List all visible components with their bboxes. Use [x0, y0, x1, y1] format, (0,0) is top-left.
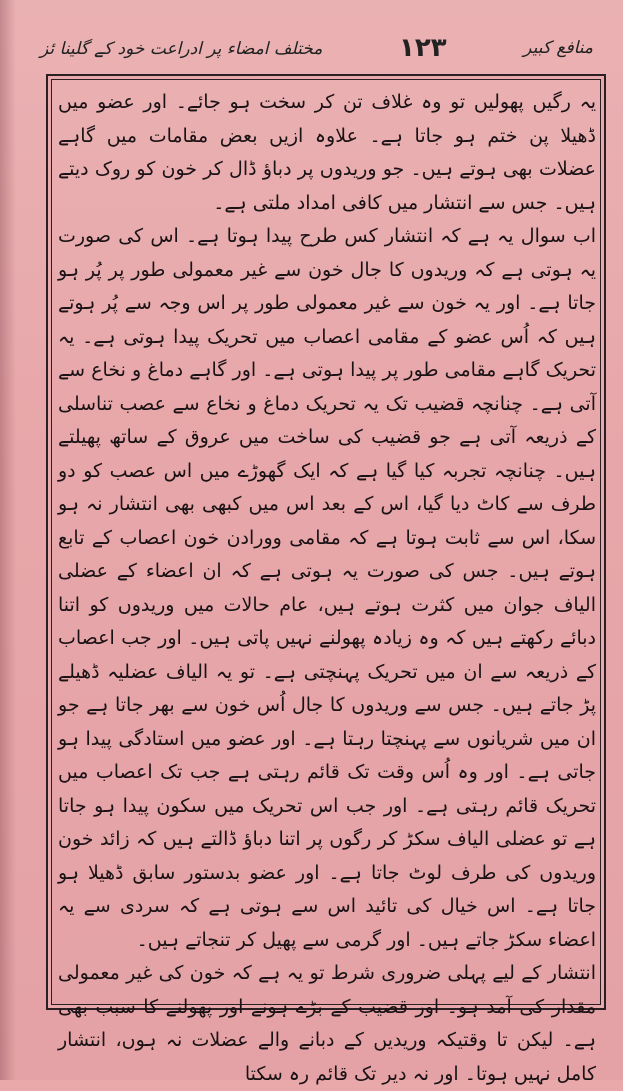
paragraph-3: انتشار کے لیے پہلی ضروری شرط تو یہ ہے کہ خون کی غیر معمولی مقدار کی آمد ہو۔ اور قضیب کے بڑے ہونے اور پھولنے کا سبب بھی ہے۔ لیکن تا وقتیکہ وریدیں کے دبانے والے عضلات نہ ہوں، انتشار کامل نہیں ہوتا۔ اور نہ دیر تک قائم رہ سکتا	[58, 962, 596, 1085]
paragraph-1: یہ رگیں پھولیں تو وہ غلاف تن کر سخت ہو جائے۔ اور عضو میں ڈھیلا پن ختم ہو جاتا ہے۔ علاوہ ازیں بعض مقامات میں گاہے عضلات بھی ہوتے ہیں۔ جو وریدوں پر دباؤ ڈال کر خون کو روک دیتے ہیں۔ جس سے انتشار میں کافی امداد ملتی ہے۔	[58, 91, 596, 214]
section-title: مختلف امضاء پر ادراعت خود کے گلینا ئز	[40, 38, 323, 59]
page-fold-shadow	[0, 0, 16, 1080]
running-head	[40, 28, 593, 68]
page-number: ۱۲۳	[399, 33, 447, 63]
paragraph-2: اب سوال یہ ہے کہ انتشار کس طرح پیدا ہوتا ہے۔ اس کی صورت یہ ہوتی ہے کہ وریدوں کا جال خون سے غیر معمولی طور پر پُر ہو جاتا ہے۔ اور یہ خون سے غیر معمولی طور پر اس وجہ سے پُر ہوتے ہیں کہ اُس عضو کے مقامی اعصاب میں تحریک پیدا ہوتی ہے۔ یہ تحریک گاہے مقامی طور پر پیدا ہوتی ہے۔ اور گاہے دماغ و نخاع سے آتی ہے۔ چنانچہ قضیب تک یہ تحریک دماغ و نخاع سے عصب تناسلی کے ذریعہ آتی ہے جو قضیب کی ساخت میں عروق کے ساتھ پھیلتے ہیں۔ چنانچہ تجربہ کیا گیا ہے کہ ایک گھوڑے میں اس عصب کو دو طرف سے کاٹ دیا گیا، اس کے بعد اس میں کبھی بھی انتشار نہ ہو سکا، اس سے ثابت ہوتا ہے کہ مقامی وورادن خون اعصاب کے تابع ہوتے ہیں۔ جس کی صورت یہ ہوتی ہے کہ ان اعضاء کے عضلی الیاف جوان میں کثرت ہوتے ہیں، عام حالات میں وریدوں کو اتنا دبائے رکھتے ہیں کہ وہ زیادہ پھولنے نہیں پاتی ہیں۔ اور جب اعصاب کے ذریعہ سے ان میں تحریک پہنچتی ہے۔ تو یہ الیاف عضلیہ ڈھیلے پڑ جاتے ہیں۔ جس سے وریدوں کا جال اُس خون سے بھر جاتا ہے جو ان میں شریانوں سے پہنچتا رہتا ہے۔ اور عضو میں استادگی پیدا ہو جاتی ہے۔ اور وہ اُس وقت تک قائم رہتی ہے جب تک اعصاب میں تحریک قائم رہتی ہے۔ اور جب اس تحریک میں سکون پیدا ہو جاتا ہے تو عضلی الیاف سکڑ کر رگوں پر اتنا دباؤ ڈالتے ہیں کہ زائد خون وریدوں کی طرف لوٹ جاتا ہے۔ اور عضو بدستور سابق ڈھیلا ہو جاتا ہے۔ اس خیال کی تائید اس سے ہوتی ہے کہ سردی سے یہ اعضاء سکڑ جاتے ہیں۔ اور گرمی سے پھیل کر تنجاتے ہیں۔	[58, 225, 596, 951]
body-text	[58, 86, 596, 1085]
book-title: منافع کبیر	[523, 38, 593, 58]
